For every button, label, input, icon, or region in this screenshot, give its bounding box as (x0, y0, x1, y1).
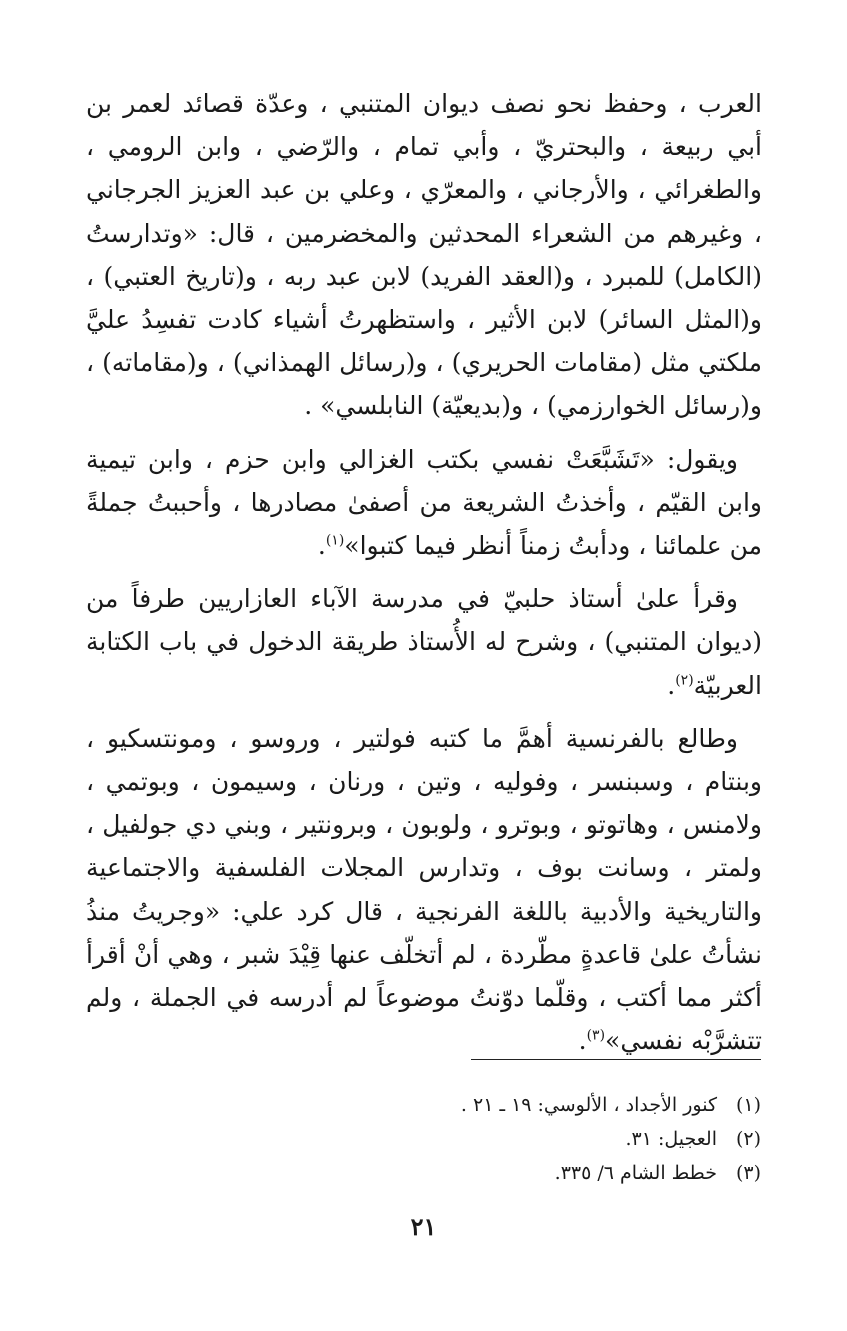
footnote-ref: (٣) (586, 1027, 606, 1044)
paragraph-text: العرب ، وحفظ نحو نصف ديوان المتنبي ، وعدّة قصائد لعمر بن أبي ربيعة ، والبحتريّ ، وأبي تمام ، والرّضي ، وابن الرومي ، والطغرائي ، والأرجاني ، والمعرّي ، وعلي بن عبد العزيز الجرجاني ، وغيرهم من الشعراء المحدثين والمخضرمين ، قال: «وتدارستُ (الكامل) للمبرد ، و(العقد الفريد) لابن عبد ربه ، و(تاريخ العتبي) ، و(المثل السائر) لابن الأثير ، واستظهرتُ أشياء كادت تفسِدُ عليَّ ملكتي مثل (مقامات الحريري) ، و(رسائل الهمذاني) ، و(مقاماته) ، و(رسائل الخوارزمي) ، و(بديعيّة) النابلسي» . (86, 89, 762, 421)
footnote-text: خطط الشام ٦/ ٣٣٥. (554, 1162, 717, 1184)
footnote-separator (471, 1059, 761, 1060)
paragraph-text: وقرأ علىٰ أستاذ حلبيّ في مدرسة الآباء العازاريين طرفاً من (ديوان المتنبي) ، وشرح له الأُستاذ طريقة الدخول في باب الكتابة العربيّة (86, 584, 762, 700)
paragraph-text: وطالع بالفرنسية أهمَّ ما كتبه فولتير ، وروسو ، ومونتسكيو ، وبنتام ، وسبنسر ، وفوليه ، وتين ، ورنان ، وسيمون ، وبوتمي ، ولامنس ، وهاتوتو ، وبوترو ، ولوبون ، وبرونتير ، وبني دي جولفيل ، ولمتر ، وسانت بوف ، وتدارس المجلات الفلسفية والاجتماعية والتاريخية والأدبية باللغة الفرنجية ، قال كرد علي: «وجريتُ منذُ نشأتُ علىٰ قاعدةٍ مطّردة ، لم أتخلّف عنها قِيْدَ شبر ، وهي أنْ أقرأ أكثر مما أكتب ، وقلّما دوّنتُ موضوعاً لم أدرسه في الجملة ، ولم تتشرَّبْه نفسي» (86, 723, 763, 1056)
footnote-3 (86, 1156, 761, 1190)
paragraph-2: ويقول: «تَشَبَّعَتْ نفسي بكتب الغزالي وابن حزم ، وابن تيمية وابن القيّم ، وأخذتُ الشريعة من أصفىٰ مصادرها ، وأحببتُ جملةً من علمائنا ، ودأبتُ زمناً أنظر فيما كتبوا»$^{(١)}$. (86, 444, 762, 561)
body-text (86, 82, 762, 1062)
footnote-ref: (١) (325, 532, 345, 549)
paragraph-4: وطالع بالفرنسية أهمَّ ما كتبه فولتير ، وروسو ، ومونتسكيو ، وبنتام ، وسبنسر ، وفوليه ، وتين ، ورنان ، وسيمون ، وبوتمي ، ولامنس ، وهاتوتو ، وبوترو ، ولوبون ، وبرونتير ، وبني دي جولفيل ، ولمتر ، وسانت بوف ، وتدارس المجلات الفلسفية والاجتماعية والتاريخية والأدبية باللغة الفرنجية ، قال كرد علي: «وجريتُ منذُ نشأتُ علىٰ قاعدةٍ مطّردة ، لم أتخلّف عنها قِيْدَ شبر ، وهي أنْ أقرأ أكثر مما أكتب ، وقلّما دوّنتُ موضوعاً لم أدرسه في الجملة ، ولم تتشرَّبْه نفسي»$^{(٣)}$. (86, 723, 763, 1056)
footnote-ref: (٢) (675, 672, 694, 689)
paragraph-3: وقرأ علىٰ أستاذ حلبيّ في مدرسة الآباء العازاريين طرفاً من (ديوان المتنبي) ، وشرح له الأُستاذ طريقة الدخول في باب الكتابة العربيّة$^{(٢)}$. (86, 584, 762, 700)
footnote-number: (٢) (735, 1128, 761, 1150)
footnote-number: (٣) (735, 1162, 761, 1184)
footnotes (86, 1088, 761, 1190)
paragraph-1 (86, 82, 762, 428)
footnote-text: العجيل: ٣١. (625, 1128, 717, 1150)
footnote-text: كنور الأجداد ، الألوسي: ١٩ ـ ٢١ . (460, 1094, 717, 1116)
page-number: ٢١ (410, 1212, 437, 1241)
paragraph-text: ويقول: «تَشَبَّعَتْ نفسي بكتب الغزالي وابن حزم ، وابن تيمية وابن القيّم ، وأخذتُ الشريعة من أصفىٰ مصادرها ، وأحببتُ جملةً من علمائنا ، ودأبتُ زمناً أنظر فيما كتبوا» (86, 444, 762, 561)
footnote-1 (86, 1088, 761, 1122)
footnote-number: (١) (735, 1094, 761, 1116)
footnote-2 (86, 1122, 761, 1156)
